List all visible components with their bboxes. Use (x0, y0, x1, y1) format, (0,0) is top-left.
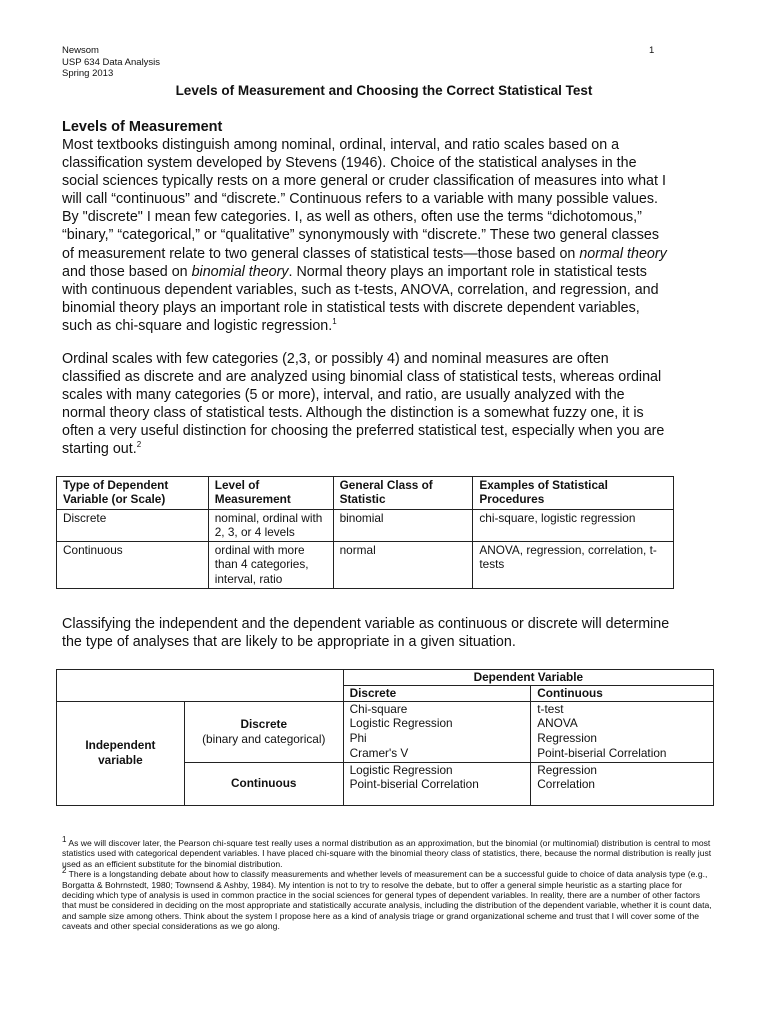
text-line: classified as discrete and are analyzed using binomial class of statistical tests, whereas ordinal (62, 369, 662, 386)
table-row (57, 670, 714, 686)
independent-variable-label: Independent variable (57, 701, 185, 805)
text-line (62, 317, 712, 335)
col-header-continuous: Continuous (531, 685, 714, 701)
footnote-1 (62, 835, 712, 869)
row-label-subtext: (binary and categorical) (202, 731, 326, 746)
test-name: Point-biserial Correlation (537, 745, 667, 760)
text-run: . Normal theory plays an important role in statistical tests (288, 263, 647, 280)
emphasis-normal-theory: normal theory (579, 245, 667, 262)
document-title: Levels of Measurement and Choosing the Correct Statistical Test (175, 83, 593, 98)
test-name: Logistic Regression (349, 762, 453, 777)
test-name: ANOVA (537, 716, 578, 731)
header-term: Spring 2013 (62, 68, 114, 79)
table-cell: nominal, ordinal with 2, 3, or 4 levels (208, 509, 333, 542)
text-line: with continuous dependent variables, such as t-tests, ANOVA, correlation, and regression, and (62, 281, 659, 298)
test-name: Logistic Regression (349, 716, 453, 731)
text-line: often a very useful distinction for choosing the preferred statistical test, especially when you are (62, 423, 665, 440)
test-name: Correlation (537, 777, 595, 792)
table-header-cell: General Class of Statistic (333, 477, 473, 510)
running-header (62, 45, 160, 80)
text-line: “binary,” “categorical,” or “qualitative” synonymously with “discrete.” These two general classes (62, 227, 659, 244)
header-author: Newsom (62, 45, 99, 56)
footnote-text: As we will discover later, the Pearson chi-square test really uses a normal distribution as an approximation, but the binomial (or multinomial) distribution is central to most statistics used with categorical dependent variables. I have placed chi-square with the binomial theory class of statistics, there, because the normal distribution is really just used as an efficient substitute for the binomial distribution. (62, 838, 712, 869)
test-selection-table (56, 669, 714, 806)
emphasis-binomial-theory: binomial theory (191, 263, 289, 280)
table-cell: normal (333, 542, 473, 589)
footnote-mark: 2 (62, 866, 67, 876)
table-cell: ANOVA, regression, correlation, t-tests (473, 542, 674, 589)
table-cell: Discrete (57, 509, 209, 542)
text-run: of measurement relate to two general classes of statistical tests—those based on (62, 245, 580, 262)
table-cell: chi-square, logistic regression (473, 509, 674, 542)
footnote-ref-1[interactable]: 1 (332, 317, 337, 327)
table-row (57, 509, 674, 542)
measurement-table (56, 476, 674, 589)
table-cell: ordinal with more than 4 categories, interval, ratio (208, 542, 333, 589)
text-line (62, 263, 712, 281)
page-number: 1 (649, 45, 655, 56)
text-line (62, 245, 712, 263)
text-line (62, 440, 712, 458)
table-cell: binomial (333, 509, 473, 542)
table-header-row (57, 477, 674, 510)
col-header-discrete: Discrete (343, 685, 531, 701)
table-row (57, 701, 714, 762)
text-line: Classifying the independent and the dependent variable as continuous or discrete will determine (62, 616, 670, 632)
table-row (57, 542, 674, 589)
row-label-discrete (184, 701, 343, 762)
text-line: scales with many categories (5 or more), interval, and ratio, are usually analyzed with the (62, 387, 625, 404)
cell-discrete-discrete (343, 701, 531, 762)
text-line: social sciences typically rests on a more general or cruder classification of measures into what I (62, 173, 666, 190)
test-name: Regression (537, 731, 597, 746)
row-label-text: Discrete (240, 716, 288, 731)
text-run: such as chi-square and logistic regression. (62, 317, 333, 334)
text-line: classification system developed by Stevens (1946). Choice of the statistical analyses in the (62, 155, 637, 172)
paragraph-1 (62, 136, 712, 335)
footnote-2 (62, 866, 712, 932)
text-line: Ordinal scales with few categories (2,3, or possibly 4) and nominal measures are often (62, 351, 609, 367)
text-line: the type of analyses that are likely to be appropriate in a given situation. (62, 634, 516, 651)
table-cell: Continuous (57, 542, 209, 589)
test-name: Regression (537, 762, 597, 777)
test-name: t-test (537, 701, 564, 716)
row-label-continuous: Continuous (184, 762, 343, 805)
text-line: By "discrete" I mean few categories. I, as well as others, often use the terms “dichotomous,” (62, 209, 642, 226)
test-name: Chi-square (349, 701, 408, 716)
footnote-ref-2[interactable]: 2 (136, 440, 142, 450)
text-run: starting out. (62, 441, 137, 458)
empty-corner-cell (57, 670, 344, 702)
test-name: Point-biserial Correlation (349, 777, 479, 792)
section-heading: Levels of Measurement (62, 119, 223, 135)
footnotes (62, 835, 712, 932)
text-line: binomial theory plays an important role in statistical tests with discrete dependent variables, (62, 299, 640, 316)
test-name: Phi (349, 731, 367, 746)
text-line: will call “continuous” and “discrete.” Continuous refers to a variable with many possible values. (62, 191, 658, 208)
dependent-variable-header: Dependent Variable (343, 670, 713, 686)
paragraph-3 (62, 615, 712, 651)
table-header-cell: Examples of Statistical Procedures (473, 477, 674, 510)
cell-continuous-discrete (343, 762, 531, 805)
text-run: and those based on (62, 263, 192, 280)
table-header-cell: Type of Dependent Variable (or Scale) (57, 477, 209, 510)
paragraph-2 (62, 350, 712, 459)
header-course: USP 634 Data Analysis (62, 56, 161, 68)
text-line: Most textbooks distinguish among nominal, ordinal, interval, and ratio scales based on a (62, 137, 620, 153)
test-name: Cramer's V (349, 745, 409, 760)
footnote-text: There is a longstanding debate about how to classify measurements and whether levels of measurement can be a successful guide to choice of data analysis type (e.g., Borgatta & Bohrnstedt, 1980; Townsend & Ashby, 1984). My intention is not to try to resolve the debate, but to offer a general simple heuristic as a starting place for deciding which type of analysis is used in common practice in the social sciences for general types of dependent variables. In reality, there are a number of other factors that must be considered in deciding on the most appropriate and statistically accurate analysis, including the distribution of the dependent variable, whether it is count data, and sample size among others. Think about the system I propose here as a kind of analysis triage or grand organizational scheme and trust that I will cover some of the caveats and other special considerations as we go along. (62, 869, 712, 932)
footnote-mark: 1 (62, 835, 67, 845)
table-header-cell: Level of Measurement (208, 477, 333, 510)
text-line: normal theory class of statistical tests. Although the distinction is a somewhat fuzzy one, it is (62, 405, 644, 422)
cell-continuous-continuous (531, 762, 714, 805)
cell-discrete-continuous (531, 701, 714, 762)
